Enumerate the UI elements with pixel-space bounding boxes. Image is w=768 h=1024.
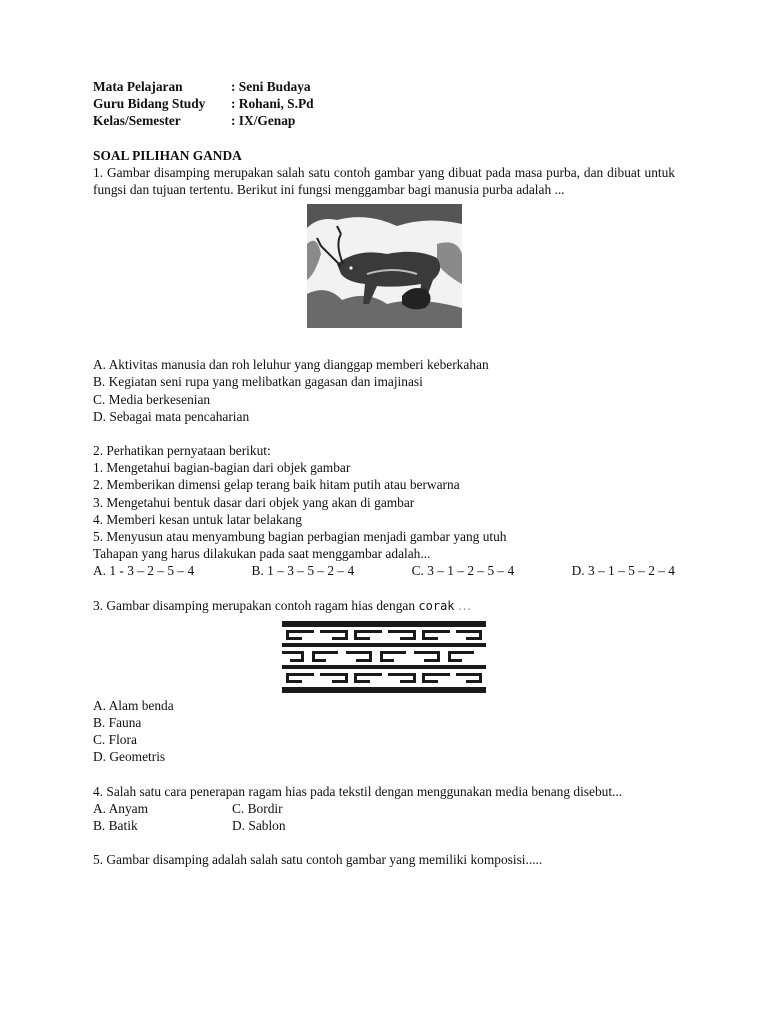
- question-3-options: [93, 697, 675, 766]
- document-body: [93, 78, 675, 868]
- header-block: [93, 78, 675, 130]
- section-title: SOAL PILIHAN GANDA: [93, 147, 242, 163]
- option-d: D. Geometris: [93, 749, 166, 765]
- question-4-options-row-1: [93, 800, 675, 817]
- statement-5: 5. Menyusun atau menyambung bagian perbagian menjadi gambar yang utuh: [93, 529, 507, 545]
- geometric-pattern-image: [282, 621, 486, 693]
- header-label: Guru Bidang Study: [93, 96, 206, 112]
- question-4-options-row-2: [93, 817, 675, 834]
- question-1-text: 1. Gambar disamping merupakan salah satu contoh gambar yang dibuat pada masa purba, dan dibuat untuk fungsi dan tujuan tertentu. Berikut ini fungsi menggambar bagi manusia purba adalah ...: [93, 164, 675, 198]
- statement-2: 2. Memberikan dimensi gelap terang baik hitam putih atau berwarna: [93, 477, 460, 493]
- option-a: A. Aktivitas manusia dan roh leluhur yang dianggap memberi keberkahan: [93, 357, 489, 373]
- header-row-teacher: [93, 95, 675, 112]
- header-row-class: [93, 112, 675, 129]
- header-value: : IX/Genap: [231, 113, 296, 129]
- statement-3: 3. Mengetahui bentuk dasar dari objek yang akan di gambar: [93, 494, 415, 510]
- option-c: C. Flora: [93, 732, 137, 748]
- header-value: : Seni Budaya: [231, 79, 311, 94]
- cave-painting-image: [307, 204, 462, 328]
- question-2-intro: 2. Perhatikan pernyataan berikut:: [93, 443, 271, 459]
- header-label: Kelas/Semester: [93, 113, 181, 129]
- option-b: B. Kegiatan seni rupa yang melibatkan gagasan dan imajinasi: [93, 374, 423, 390]
- header-value: : Rohani, S.Pd: [231, 96, 314, 112]
- option-c: C. 3 – 1 – 2 – 5 – 4: [411, 563, 515, 579]
- header-label: Mata Pelajaran: [93, 79, 183, 94]
- option-c: C. Bordir: [232, 800, 283, 816]
- question-2-statements: [93, 459, 675, 545]
- option-a: A. 1 - 3 – 2 – 5 – 4: [93, 563, 195, 579]
- statement-4: 4. Memberi kesan untuk latar belakang: [93, 511, 302, 527]
- question-1-options: [93, 356, 675, 425]
- header-row-subject: [93, 78, 675, 95]
- option-c: C. Media berkesenian: [93, 391, 211, 407]
- question-3-ellipsis: …: [454, 597, 472, 613]
- option-b: B. Fauna: [93, 715, 142, 731]
- option-d: D. 3 – 1 – 5 – 2 – 4: [571, 563, 675, 579]
- option-b: B. 1 – 3 – 5 – 2 – 4: [251, 563, 355, 579]
- question-2-text: Tahapan yang harus dilakukan pada saat menggambar adalah...: [93, 546, 431, 562]
- question-2-options: [93, 562, 675, 579]
- option-b: B. Batik: [93, 818, 138, 834]
- question-4-text: 4. Salah satu cara penerapan ragam hias pada tekstil dengan menggunakan media benang disebut...: [93, 783, 623, 799]
- option-a: A. Alam benda: [93, 697, 174, 713]
- option-a: A. Anyam: [93, 800, 149, 816]
- option-d: D. Sebagai mata pencaharian: [93, 408, 250, 424]
- question-3-mono-word: corak: [418, 598, 455, 613]
- question-5-text: 5. Gambar disamping adalah salah satu contoh gambar yang memiliki komposisi.....: [93, 852, 543, 868]
- statement-1: 1. Mengetahui bagian-bagian dari objek gambar: [93, 460, 351, 476]
- question-3-text: 3. Gambar disamping merupakan contoh ragam hias dengan corak …: [93, 597, 472, 613]
- option-d: D. Sablon: [232, 818, 286, 834]
